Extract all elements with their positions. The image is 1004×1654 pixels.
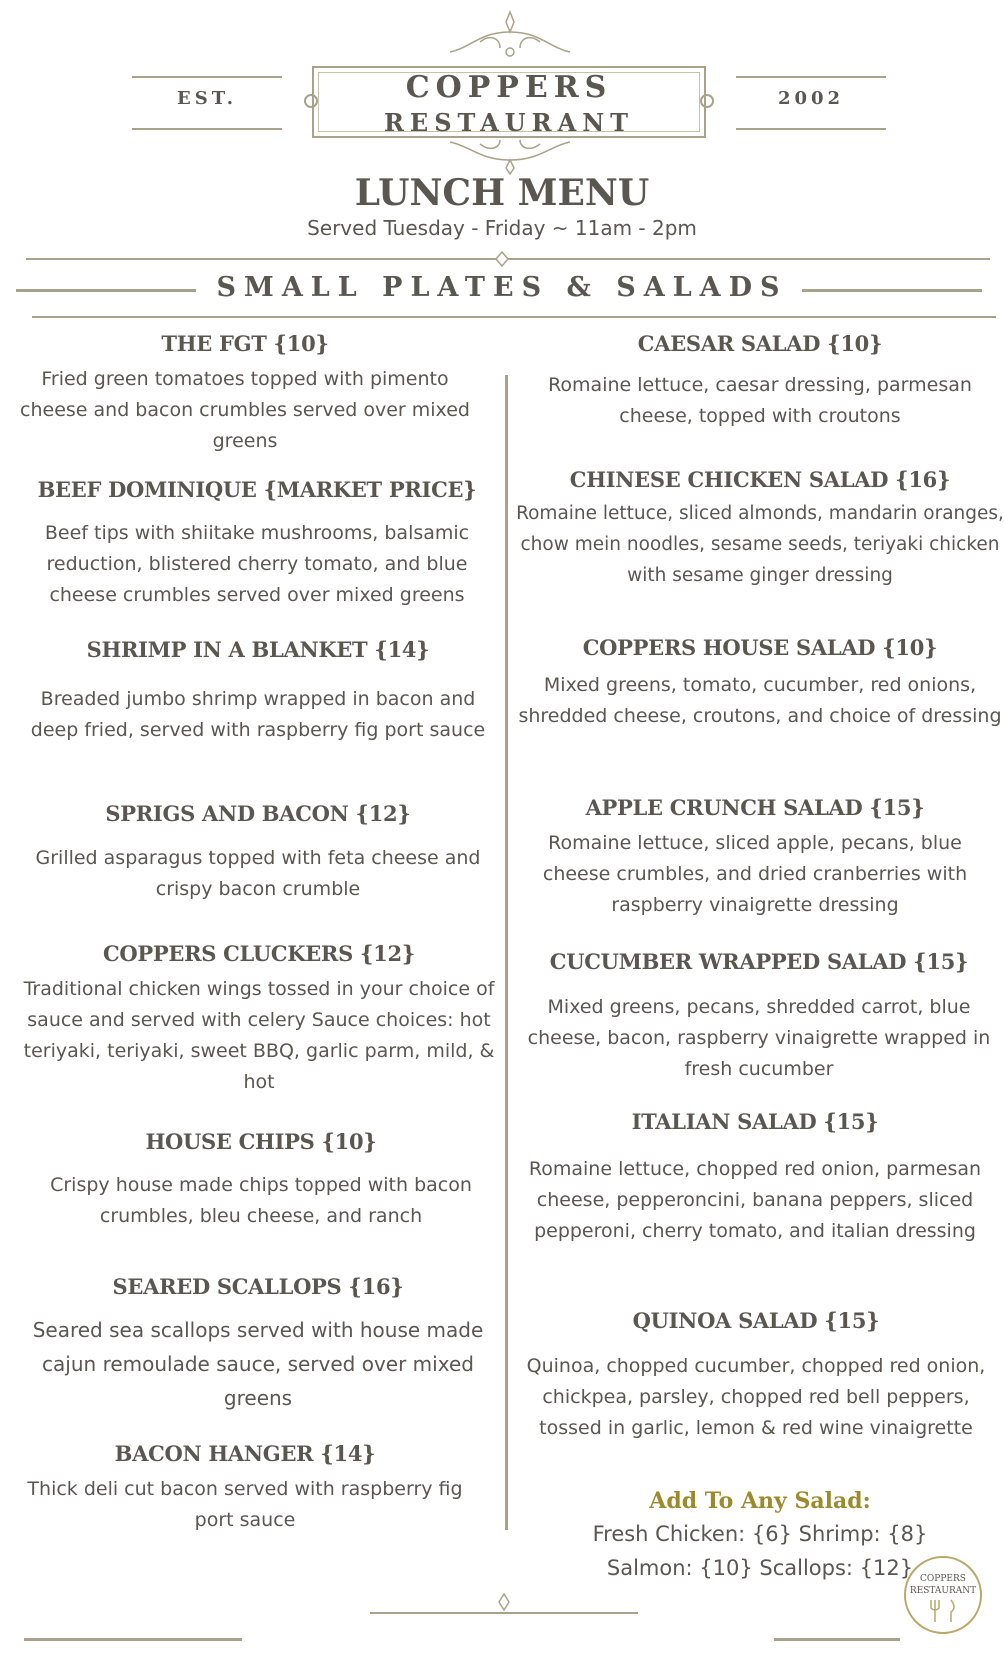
restaurant-name-line2: RESTAURANT [383, 108, 635, 137]
addon-line-1: Fresh Chicken: {6} Shrimp: {8} [592, 1522, 928, 1546]
item-description: Fried green tomatoes topped with pimento cheese and bacon crumbles served over mixed greens [20, 368, 470, 452]
item-description: Romaine lettuce, caesar dressing, parmesan cheese, topped with croutons [548, 374, 972, 427]
item-title: SHRIMP IN A BLANKET {14} [86, 637, 430, 662]
item-title: ITALIAN SALAD {15} [631, 1109, 879, 1134]
menu-item-cucumber-wrapped-salad [514, 948, 1004, 1085]
menu-item-quinoa-salad [526, 1307, 986, 1444]
est-top-rule [132, 76, 282, 78]
item-title: COPPERS HOUSE SALAD {10} [582, 635, 938, 660]
diamond-ornament-icon [492, 250, 512, 268]
item-title: BACON HANGER {14} [114, 1441, 376, 1466]
menu-item-caesar-salad [522, 330, 998, 432]
cutlery-icon [923, 1598, 963, 1624]
menu-item-coppers-cluckers [16, 940, 502, 1098]
item-description: Thick deli cut bacon served with raspberry fig port sauce [27, 1478, 463, 1531]
menu-title: LUNCH MENU [354, 172, 650, 214]
base-flourish-icon [440, 136, 580, 176]
item-title: SEARED SCALLOPS {16} [112, 1274, 404, 1299]
served-hours: Served Tuesday - Friday ~ 11am - 2pm [307, 216, 697, 240]
menu-item-beef-dominique [12, 476, 502, 611]
logo-line2: RESTAURANT [909, 1586, 977, 1596]
menu-item-the-fgt [12, 330, 478, 457]
menu-item-sprigs-and-bacon [14, 800, 502, 905]
est-label: EST. [176, 88, 238, 109]
menu-item-italian-salad [510, 1108, 1000, 1247]
addon-line-2: Salmon: {10} Scallops: {12} [606, 1556, 914, 1580]
menu-item-shrimp-in-a-blanket [14, 636, 502, 746]
item-title: APPLE CRUNCH SALAD {15} [585, 795, 925, 820]
menu-item-house-chips [20, 1128, 502, 1232]
restaurant-logo [904, 1556, 982, 1634]
menu-item-bacon-hanger [12, 1440, 478, 1536]
logo-line1: COPPERS [920, 1574, 966, 1584]
year-bottom-rule [736, 128, 886, 130]
item-title: SPRIGS AND BACON {12} [105, 801, 411, 826]
menu-item-apple-crunch-salad [520, 794, 990, 921]
restaurant-name-box [312, 66, 706, 138]
menu-item-seared-scallops [14, 1273, 502, 1415]
item-description: Breaded jumbo shrimp wrapped in bacon and deep fried, served with raspberry fig port sauce [30, 688, 486, 741]
footer-left-rule [24, 1638, 242, 1641]
item-description: Quinoa, chopped cucumber, chopped red onion, chickpea, parsley, chopped red bell peppers, tossed in garlic, lemon & red wine vinaigrette [526, 1355, 986, 1439]
addon-title: Add To Any Salad: [649, 1488, 871, 1514]
restaurant-name-line1: COPPERS [405, 70, 613, 105]
menu-item-chinese-chicken-salad [516, 466, 1004, 591]
section-bottom-rule [32, 316, 996, 318]
item-description: Seared sea scallops served with house made cajun remoulade sauce, served over mixed greens [32, 1318, 484, 1410]
year-top-rule [736, 76, 886, 78]
item-description: Beef tips with shiitake mushrooms, balsamic reduction, blistered cherry tomato, and blue cheese crumbles served over mixed greens [44, 522, 470, 606]
item-title: CHINESE CHICKEN SALAD {16} [569, 467, 951, 492]
item-title: COPPERS CLUCKERS {12} [102, 941, 415, 966]
item-description: Romaine lettuce, sliced apple, pecans, blue cheese crumbles, and dried cranberries with raspberry vinaigrette dressing [542, 832, 968, 916]
item-title: CAESAR SALAD {10} [637, 331, 883, 356]
footer-right-rule [774, 1638, 900, 1641]
section-title: SMALL PLATES & SALADS [216, 272, 788, 303]
item-title: THE FGT {10} [161, 331, 329, 356]
item-title: CUCUMBER WRAPPED SALAD {15} [549, 949, 969, 974]
year-label: 2002 [777, 88, 845, 109]
item-title: HOUSE CHIPS {10} [145, 1129, 377, 1154]
menu-item-coppers-house-salad [516, 634, 1004, 732]
item-description: Mixed greens, tomato, cucumber, red onions, shredded cheese, croutons, and choice of dressing [518, 674, 1002, 727]
item-title: QUINOA SALAD {15} [632, 1308, 880, 1333]
item-description: Mixed greens, pecans, shredded carrot, blue cheese, bacon, raspberry vinaigrette wrapped in fresh cucumber [527, 996, 991, 1080]
item-description: Romaine lettuce, sliced almonds, mandarin oranges, chow mein noodles, sesame seeds, teriyaki chicken with sesame ginger dressing [516, 503, 1004, 586]
column-divider [505, 375, 508, 1530]
item-title: BEEF DOMINIQUE {MARKET PRICE} [37, 477, 477, 502]
item-description: Grilled asparagus topped with feta cheese and crispy bacon crumble [35, 847, 481, 900]
footer-flourish-icon [494, 1592, 514, 1614]
item-description: Traditional chicken wings tossed in your choice of sauce and served with celery Sauce choices: hot teriyaki, teriyaki, sweet BBQ, garlic parm, mild, & hot [23, 978, 495, 1093]
item-description: Crispy house made chips topped with bacon crumbles, bleu cheese, and ranch [50, 1174, 472, 1227]
crown-flourish-icon [440, 8, 580, 64]
item-description: Romaine lettuce, chopped red onion, parmesan cheese, pepperoncini, banana peppers, sliced pepperoni, cherry tomato, and italian dressing [528, 1158, 982, 1242]
est-bottom-rule [132, 128, 282, 130]
